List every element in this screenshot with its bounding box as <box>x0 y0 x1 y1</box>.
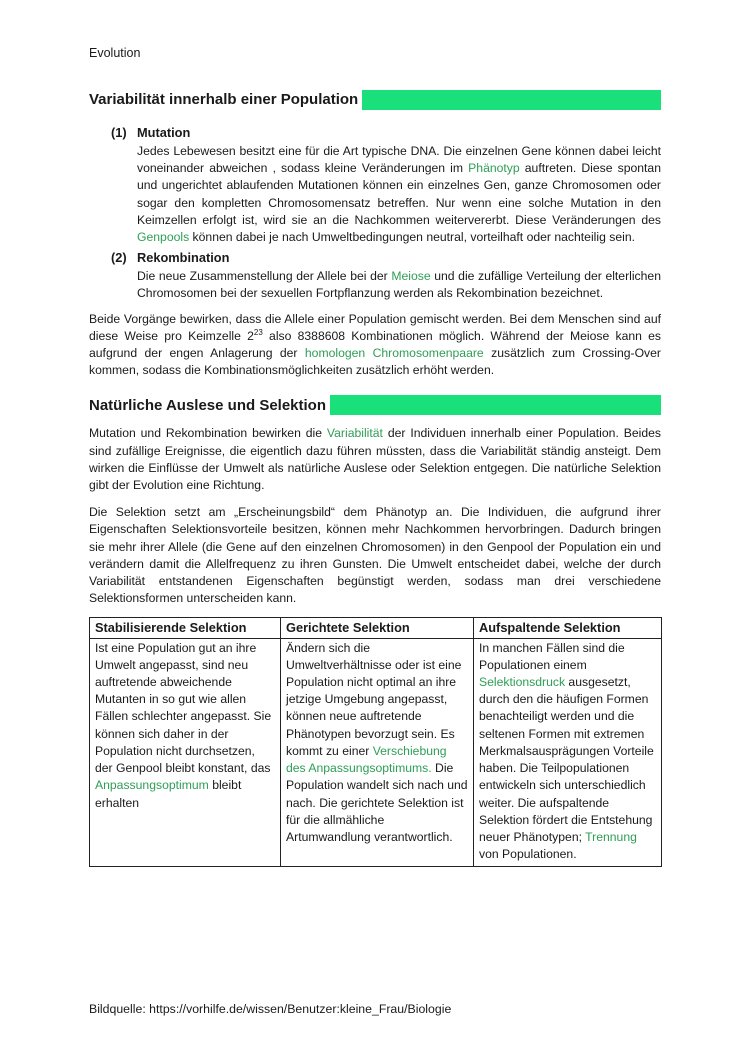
summary-paragraph: Beide Vorgänge bewirken, dass die Allele einer Population gemischt werden. Bei dem Menschen sind auf diese Weise pro Keimzelle $2^{23}$ also 8388608 Kombinationen möglich. Während der Meiose kann es aufgrund der engen Anlagerung der homologen Chromosomenpaare zusätzlich zum Crossing-Over kommen, sodass die Kombinationsmöglichkeiten zusätzlich erhöht werden. <box>89 311 661 378</box>
item-title: Mutation <box>137 125 191 140</box>
table-header-row <box>90 618 662 638</box>
column-header: Aufspaltende Selektion <box>474 618 662 638</box>
term-link-trennung[interactable]: Trennung <box>585 829 637 844</box>
section-title: Natürliche Auslese und Selektion <box>89 396 327 414</box>
content <box>89 88 661 867</box>
paragraph: Mutation und Rekombination bewirken die Variabilität der Individuen innerhalb einer Population. Beides sind zufällige Ereignisse, die eigentlich dazu führen müssten, dass die Variabilität ständig ansteigt. Dem wirken die Einflüsse der Umwelt als natürliche Auslese oder Selektion entgegen. Die natürliche Selektion gibt der Evolution eine Richtung. <box>89 426 661 493</box>
item-number: (1) <box>111 125 127 140</box>
list-item-mutation <box>111 124 661 246</box>
table-cell-aufspaltend: In manchen Fällen sind die Populationen einem Selektionsdruck ausgesetzt, durch den die häufigen Formen benachteiligt werden und die seltenen Formen mit extremen Merkmalsausprägungen Vorteile haben. Die Teilpopulationen entwickeln sich unterschiedlich weiter. Die aufspaltende Selektion fördert die Entstehung neuer Phänotypen; Trennung von Populationen. <box>474 638 662 867</box>
table-row <box>90 638 662 867</box>
list-item-rekombination <box>111 249 661 302</box>
running-header: Evolution <box>89 46 141 60</box>
heading-accent-bar <box>362 90 661 110</box>
term-link-verschiebung[interactable]: Verschiebung des Anpassungsoptimums. <box>286 743 447 776</box>
term-link-meiose[interactable]: Meiose <box>391 269 431 284</box>
section-heading-variabilitaet <box>89 88 661 112</box>
item-title: Rekombination <box>137 250 230 266</box>
item-number: (2) <box>111 250 127 266</box>
item-text: Die neue Zusammenstellung der Allele bei der Meiose und die zufällige Verteilung der elterlichen Chromosomen bei der sexuellen Fortpflanzung werden als Rekombination bezeichnet. <box>137 269 661 301</box>
item-heading <box>111 124 661 143</box>
column-header: Gerichtete Selektion <box>281 618 474 638</box>
heading-accent-bar <box>330 395 661 415</box>
table-cell-gerichtet: Ändern sich die Umweltverhältnisse oder ist eine Population nicht optimal an ihre jetzige Umgebung angepasst, können neue auftretende Phänotypen bevorzugt sein. Es kommt zu einer Verschiebung des Anpassungsoptimums. Die Population wandelt sich nach und nach. Die gerichtete Selektion ist für die allmähliche Artumwandlung verantwortlich. <box>281 638 474 867</box>
term-link-phaenotyp[interactable]: Phänotyp <box>468 161 520 176</box>
image-source-footer: Bildquelle: https://vorhilfe.de/wissen/Benutzer:kleine_Frau/Biologie <box>89 1002 452 1016</box>
paragraph: Die Selektion setzt am „Erscheinungsbild“ dem Phänotyp an. Die Individuen, die aufgrund ihrer Eigenschaften Selektionsvorteile besitzen, können mehr Nachkommen hervorbringen. Dadurch bringen sie mehr ihrer Allele (die Gene auf den einzelnen Chromosomen) in den Genpool der Population ein und verändern damit die Allelfrequenz zu ihren Gunsten. Die Umwelt entscheidet dabei, welche der durch Variabilität entstandenen Eigenschaften begünstigt werden, sodass man drei verschiedene Selektionsformen unterscheiden kann. <box>89 505 661 606</box>
exponent: 23 <box>253 327 263 337</box>
section-heading-selektion <box>89 393 661 417</box>
term-link-anpassungsoptimum[interactable]: Anpassungsoptimum <box>95 778 209 793</box>
selection-table <box>89 617 662 867</box>
term-link-selektionsdruck[interactable]: Selektionsdruck <box>479 675 566 690</box>
section-title: Variabilität innerhalb einer Population <box>89 91 359 109</box>
term-link-chromosomenpaare[interactable]: homologen Chromosomenpaare <box>304 346 484 361</box>
item-text: Jedes Lebewesen besitzt eine für die Art typische DNA. Die einzelnen Gene können dabei leicht voneinander abweichen , sodass kleine Veränderungen im Phänotyp auftreten. Diese spontan und ungerichtet ablaufenden Mutationen können ein einzelnes Gen, ganze Chromosomen oder sogar den kompletten Chromosomensatz betreffen. Nur wenn eine solche Mutation in den Keimzellen erfolgt ist, wird sie an die Nachkommen weitervererbt. Diese Veränderungen des Genpools können dabei je nach Umweltbedingungen neutral, vorteilhaft oder nachteilig sein. <box>137 144 661 245</box>
table-cell-stabilisierend: Ist eine Population gut an ihre Umwelt angepasst, sind neu auftretende abweichende Mutanten in so gut wie allen Fällen schlechter angepasst. Sie können sich daher in der Population nicht durchsetzen, der Genpool bleibt konstant, das Anpassungsoptimum bleibt erhalten <box>90 638 281 867</box>
term-link-variabilitaet[interactable]: Variabilität <box>326 426 383 441</box>
term-link-genpools[interactable]: Genpools <box>137 230 190 245</box>
item-heading <box>111 249 661 268</box>
column-header: Stabilisierende Selektion <box>90 618 281 638</box>
